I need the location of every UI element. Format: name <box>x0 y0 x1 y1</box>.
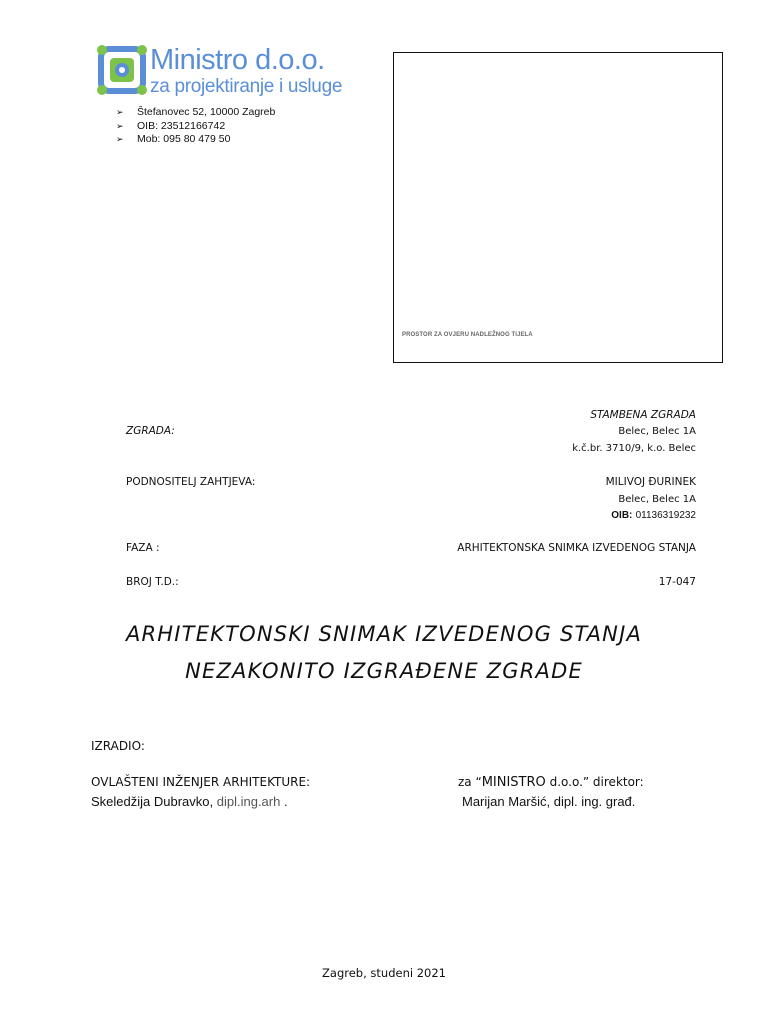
stamp-box-label: PROSTOR ZA OVJERU NADLEŽNOG TIJELA <box>402 332 533 338</box>
oib-label: OIB: <box>611 510 633 521</box>
contact-address: ➢ Štefanovec 52, 10000 Zagreb <box>116 106 276 118</box>
arrow-bullet-icon: ➢ <box>116 134 124 144</box>
zgrada-value: STAMBENA ZGRADA <box>590 409 696 421</box>
broj-td-label: BROJ T.D.: <box>126 576 179 588</box>
arrow-bullet-icon: ➢ <box>116 120 124 131</box>
podnositelj-address: Belec, Belec 1A <box>618 494 696 505</box>
contact-list <box>116 106 275 147</box>
architect-name: Skeledžija Dubravko, dipl.ing.arh . <box>91 794 288 809</box>
architect-role: OVLAŠTENI INŽENJER ARHITEKTURE: <box>91 775 311 789</box>
logo-chain-icon <box>96 44 148 96</box>
faza-value: ARHITEKTONSKA SNIMKA IZVEDENOG STANJA <box>457 542 696 554</box>
broj-td-value: 17-047 <box>658 576 696 588</box>
faza-label: FAZA : <box>126 542 160 554</box>
izradio-label: IZRADIO: <box>91 739 145 753</box>
contact-oib: ➢ OIB: 23512166742 <box>116 119 226 132</box>
authority-stamp-box <box>393 52 723 363</box>
director-role: za “MINISTRO d.o.o.” direktor: <box>458 775 644 790</box>
zgrada-parcel: k.č.br. 3710/9, k.o. Belec <box>572 443 696 454</box>
director-name: Marijan Maršić, dipl. ing. građ. <box>462 794 636 809</box>
oib-value: 01136319232 <box>635 510 696 521</box>
place-and-date: Zagreb, studeni 2021 <box>322 966 446 980</box>
podnositelj-value: MILIVOJ ĐURINEK <box>605 476 696 488</box>
contact-mobile: ➢ Mob: 095 80 479 50 <box>116 133 231 145</box>
logo-company-name: Ministro d.o.o. <box>150 44 325 76</box>
document-title-line2: NEZAKONITO IZGRAĐENE ZGRADE <box>185 659 583 683</box>
logo-tagline: za projektiranje i usluge <box>150 76 343 97</box>
podnositelj-oib <box>611 510 696 521</box>
arrow-bullet-icon: ➢ <box>116 107 124 117</box>
company-logo <box>96 44 346 100</box>
zgrada-address: Belec, Belec 1A <box>618 426 696 437</box>
zgrada-label: ZGRADA: <box>126 425 175 437</box>
document-title-line1: ARHITEKTONSKI SNIMAK IZVEDENOG STANJA <box>125 622 643 646</box>
podnositelj-label: PODNOSITELJ ZAHTJEVA: <box>126 476 256 488</box>
